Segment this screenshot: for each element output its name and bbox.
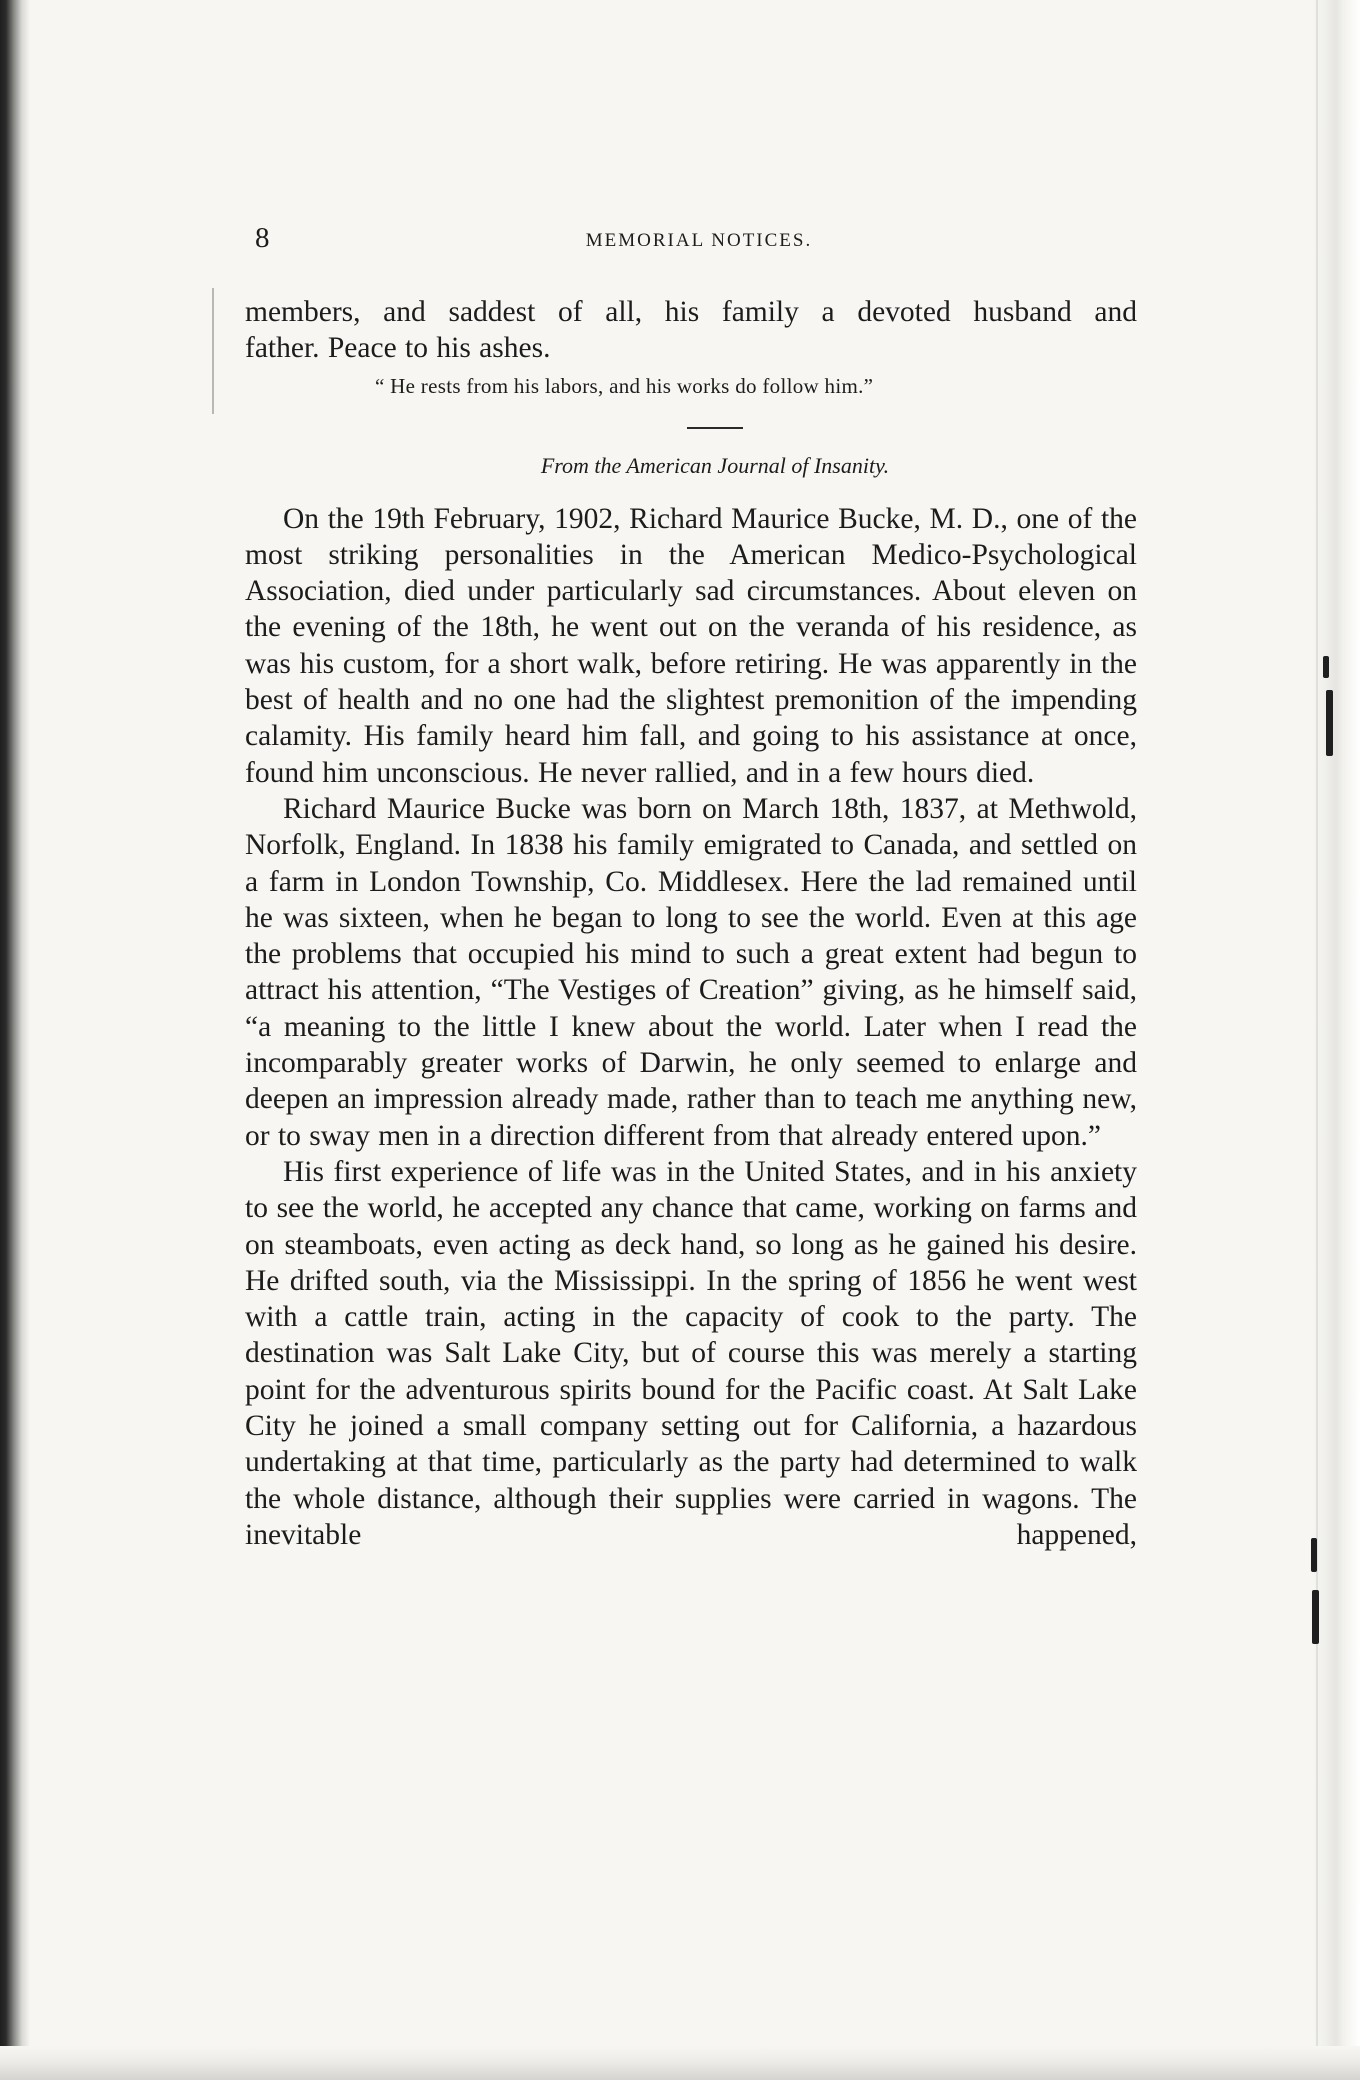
body-text xyxy=(245,294,1137,1553)
scan-speck xyxy=(1311,1538,1317,1572)
running-title: MEMORIAL NOTICES. xyxy=(585,230,813,251)
section-divider xyxy=(687,427,743,429)
paragraph: His first experience of life was in the United States, and in his anxiety to see the world, he accepted any chance that came, working on farms and on steamboats, even acting as deck hand, so long as he gained his desire. He drifted south, via the Mississippi. In the spring of 1856 he went west with a cattle train, acting in the capacity of cook to the party. The destination was Salt Lake City, but of course this was merely a starting point for the adventurous spirits bound for the Pacific coast. At Salt Lake City he joined a small company setting out for California, a hazardous undertaking at that time, particularly as the party had determined to walk the whole distance, although their supplies were carried in wagons. The inevitable happened, xyxy=(245,1155,1137,1551)
scan-speck xyxy=(1323,656,1329,678)
scan-speck xyxy=(1326,690,1333,756)
scan-speck xyxy=(1312,1590,1319,1644)
source-credit: From the American Journal of Insanity. xyxy=(540,452,890,478)
continuation-line: father. Peace to his ashes. xyxy=(245,332,551,365)
page-fold-line xyxy=(1316,0,1318,2080)
paragraph: Richard Maurice Bucke was born on March 18th, 1837, at Methwold, Norfolk, England. In 1838 his family emigrated to Canada, and settled on a farm in London Township, Co. Middlesex. Here the lad remained until he was sixteen, when he began to long to see the world. Even at this age the problems that occupied his mind to such a great extent had begun to attract his attention, “The Vestiges of Creation” giving, as he himself said, “a meaning to the little I knew about the world. Later when I read the incomparably greater works of Darwin, he only seemed to enlarge and deepen an impression already made, rather than to teach me anything new, or to sway men in a direction different from that already entered upon.” xyxy=(245,792,1137,1152)
margin-mark xyxy=(212,288,214,414)
page-left-shadow xyxy=(0,0,30,2080)
paragraph: On the 19th February, 1902, Richard Maurice Bucke, M. D., one of the most striking personalities in the American Medico-Psychological Association, died under particularly sad circumstances. About eleven on the evening of the 18th, he went out on the veranda of his residence, as was his custom, for a short walk, before retiring. He was apparently in the best of health and no one had the slightest premonition of the impending calamity. His family heard him fall, and going to his assistance at once, found him unconscious. He never rallied, and in a few hours died. xyxy=(245,502,1137,789)
running-head xyxy=(255,220,1143,260)
epitaph-quote: “ He rests from his labors, and his works do follow him.” xyxy=(375,373,874,398)
page-bottom-edge xyxy=(0,2046,1360,2080)
page-number: 8 xyxy=(255,222,270,254)
page-right-edge xyxy=(1312,0,1360,2080)
continuation-line: members, and saddest of all, his family a devoted husband and xyxy=(245,296,1137,328)
